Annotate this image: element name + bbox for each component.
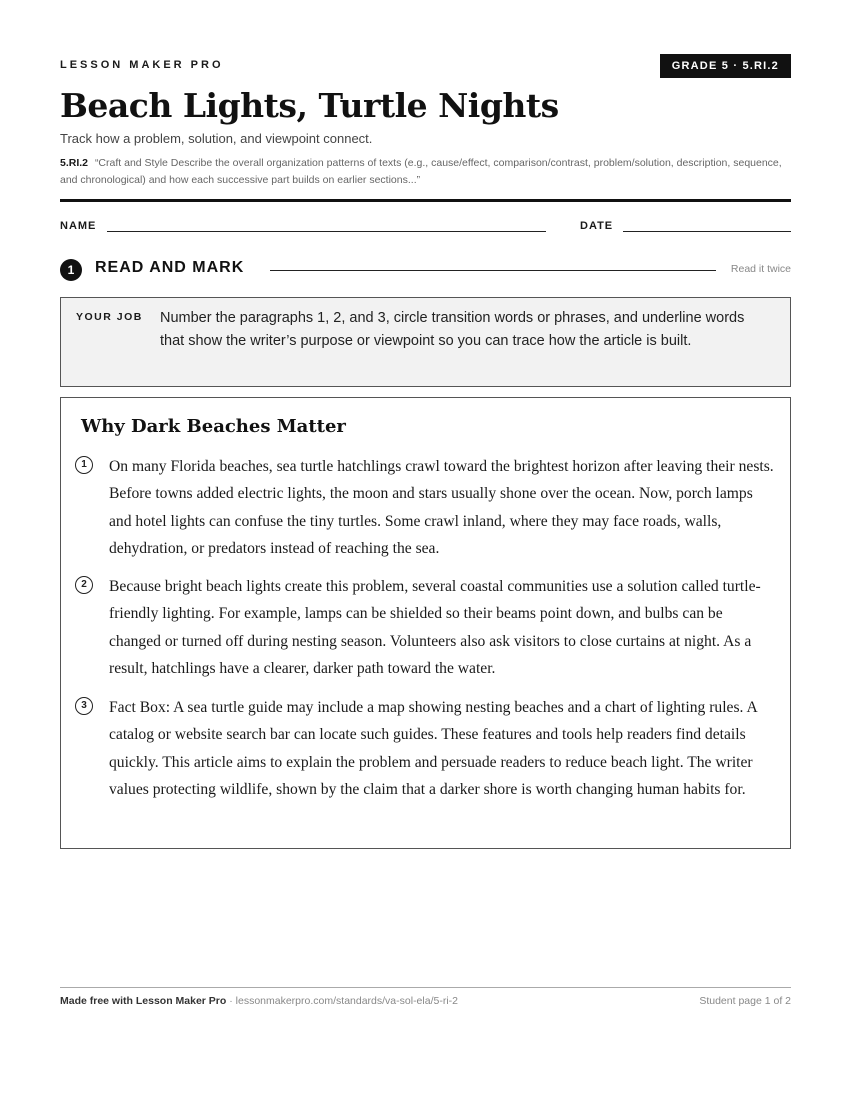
top-bar bbox=[60, 54, 791, 80]
job-text: Number the paragraphs 1, 2, and 3, circle transition words or phrases, and underline words that show the writer’s purpose or viewpoint so you can trace how the article is built. bbox=[160, 310, 745, 349]
reading-passage bbox=[60, 397, 791, 849]
job-label: YOUR JOB bbox=[76, 311, 143, 323]
footer-url[interactable]: lessonmakerpro.com/standards/va-sol-ela/5-ri-2 bbox=[235, 995, 458, 1007]
brand-name: LESSON MAKER PRO bbox=[60, 59, 224, 71]
date-line[interactable] bbox=[623, 231, 791, 232]
paragraph-text: On many Florida beaches, sea turtle hatchlings crawl toward the brightest horizon after leaving their nests. Before towns added electric lights, the moon and stars usually shone over the ocean. Now, porch lamps and hotel lights can confuse the tiny turtles. Some crawl inland, where they may face roads, walls, dehydration, or predators instead of reaching the sea. bbox=[109, 458, 774, 557]
section-number: 1 bbox=[60, 259, 82, 281]
header-divider bbox=[60, 199, 791, 202]
footer-divider bbox=[60, 987, 791, 988]
section-header bbox=[60, 257, 791, 281]
section-title: READ AND MARK bbox=[95, 259, 245, 276]
name-label: NAME bbox=[60, 220, 97, 232]
standard-text: “Craft and Style Describe the overall organization patterns of texts (e.g., cause/effect, comparison/contrast, problem/solution, description, sequence, and chronological) and how each successive part builds on earlier sections...” bbox=[60, 157, 782, 186]
page-title: Beach Lights, Turtle Nights bbox=[60, 86, 559, 125]
name-line[interactable] bbox=[107, 231, 546, 232]
name-date-row bbox=[60, 219, 791, 235]
paragraph-number: 3 bbox=[75, 697, 93, 715]
footer-page-count: Student page 1 of 2 bbox=[699, 995, 791, 1007]
worksheet-page bbox=[60, 0, 791, 1100]
grade-badge: GRADE 5 · 5.RI.2 bbox=[660, 54, 791, 78]
section-note: Read it twice bbox=[730, 263, 791, 275]
paragraph-number: 1 bbox=[75, 456, 93, 474]
reading-title: Why Dark Beaches Matter bbox=[81, 416, 346, 437]
footer-made-with: Made free with Lesson Maker Pro bbox=[60, 995, 227, 1007]
footer-separator: · bbox=[226, 995, 236, 1007]
footer bbox=[60, 995, 791, 1007]
page-subtitle: Track how a problem, solution, and viewpoint connect. bbox=[60, 131, 373, 146]
date-label: DATE bbox=[580, 220, 614, 232]
paragraph-text: Fact Box: A sea turtle guide may include a map showing nesting beaches and a chart of lighting rules. A catalog or website search bar can locate such guides. These features and tools help readers find details quickly. This article aims to explain the problem and persuade readers to reduce beach light. The writer values protecting wildlife, shown by the claim that a darker shore is worth changing human habits for. bbox=[109, 699, 757, 798]
job-box bbox=[60, 297, 791, 387]
paragraph-number: 2 bbox=[75, 576, 93, 594]
section-rule bbox=[270, 270, 716, 271]
standard-code: 5.RI.2 bbox=[60, 157, 89, 169]
standard-description bbox=[60, 155, 791, 189]
paragraph-text: Because bright beach lights create this problem, several coastal communities use a solution called turtle-friendly lighting. For example, lamps can be shielded so their beams point down, and bulbs can be changed or turned off during nesting season. Volunteers also ask visitors to close curtains at night. As a result, hatchlings have a clearer, darker path toward the water. bbox=[109, 578, 761, 677]
